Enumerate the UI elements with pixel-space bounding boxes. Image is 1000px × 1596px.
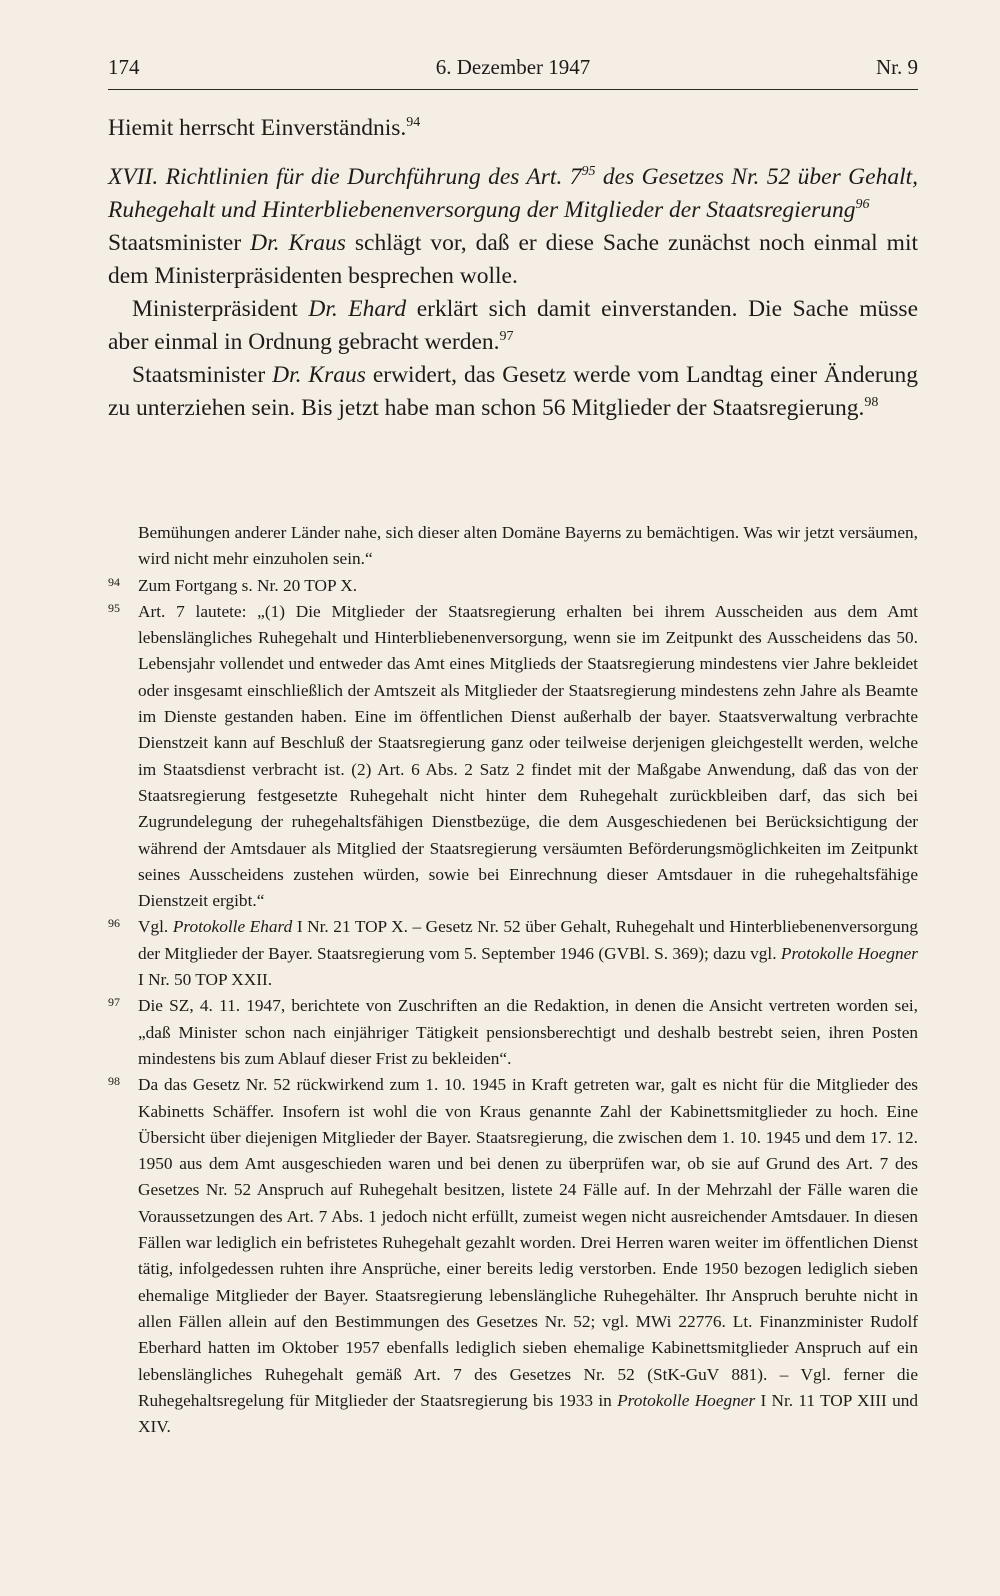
citation-title: Protokolle Ehard [172, 917, 293, 937]
running-header [108, 55, 918, 87]
footnote-ref-97: 97 [499, 329, 514, 344]
footnote-continuation: Bemühungen anderer Länder nahe, sich dieser alten Domäne Bayerns zu bemächtigen. Was wir jetzt versäumen, wird nicht mehr einzuholen sein.“ [138, 523, 918, 569]
footnotes [108, 520, 918, 1440]
paragraph-kraus-proposal: Staatsminister Dr. Kraus schlägt vor, daß er diese Sache zunächst noch einmal mit dem Ministerpräsidenten besprechen wolle. [108, 230, 919, 289]
citation-title: Protokolle Hoegner [617, 1390, 756, 1410]
footnote-ref-96: 96 [855, 197, 870, 212]
issue-number: Nr. 9 [876, 55, 918, 79]
footnote-ref-95: 95 [581, 164, 596, 179]
agenda-heading: XVII. Richtlinien für die Durchführung des Art. $7^{95}$ des Gesetzes Nr. 52 über Gehalt, Ruhegehalt und Hinterbliebenenversorgung der Mitglieder der Staatsregierung$^{96}$ [108, 164, 918, 223]
page-number: 174 [108, 55, 140, 79]
footnote-number: 97 [108, 995, 120, 1010]
footnote-number: 98 [108, 1074, 120, 1089]
paragraph-kraus-answer: Staatsminister Dr. Kraus erwidert, das Gesetz werde vom Landtag einer Änderung zu unterziehen sein. Bis jetzt habe man schon 56 Mitglieder der Staatsregierung.$^{98}$ [108, 362, 918, 421]
footnote-ref-98: 98 [864, 395, 879, 410]
speaker-name: Dr. Kraus [250, 230, 346, 256]
footnote-number: 95 [108, 600, 120, 615]
footnote-97: 97 Die SZ, 4. 11. 1947, berichtete von Zuschriften an die Redaktion, in denen die Ansicht vertreten worden sei, „daß Minister schon nach einjähriger Tätigkeit pensionsberechtigt und deshalb bestrebt seien, ihren Posten mindestens bis zum Ablauf dieser Frist zu bekleiden“. [108, 995, 918, 1068]
header-rule [108, 89, 918, 90]
footnote-number: 96 [108, 916, 120, 931]
main-text [108, 112, 918, 425]
citation-title: Protokolle Hoegner [780, 943, 919, 963]
paragraph-ehard-reply: Ministerpräsident Dr. Ehard erklärt sich damit einverstanden. Die Sache müsse aber einmal in Ordnung gebracht werden.$^{97}$ [108, 296, 918, 355]
header-date: 6. Dezember 1947 [435, 55, 591, 79]
footnote-number: 94 [108, 574, 120, 589]
footnote-95: 95 Art. 7 lautete: „(1) Die Mitglieder der Staatsregierung erhalten bei ihrem Ausscheiden aus dem Amt lebenslängliches Ruhegehalt und Hinterbliebenenversorgung, wenn sie im Zeitpunkt des Ausscheidens das 50. Lebensjahr vollendet und entweder das Amt eines Mitglieds der Staatsregierung mindestens vier Jahre bekleidet oder insgesamt einschließlich der Amtszeit als Mitglieder der Staatsregierung mindestens zehn Jahre als Beamte im Dienste gestanden haben. Eine im öffentlichen Dienst außerhalb der bayer. Staatsverwaltung verbrachte Dienstzeit kann auf Beschluß der Staatsregierung ganz oder teilweise derjenigen gleichgestellt werden, welche im Staatsdienst verbracht ist. (2) Art. 6 Abs. 2 Satz 2 findet mit der Maßgabe Anwendung, daß das von der Staatsregierung festgesetzte Ruhegehalt nicht hinter dem Ruhegehalt zurückbleiben darf, das sich bei Zugrundelegung der ruhegehaltsfähigen Dienstbezüge, die dem Ausgeschiedenen bei Berücksichtigung der während der Amtsdauer als Mitglied der Staatsregierung versäumten Beförderungsmöglichkeiten im Zeitpunkt seines Ausscheidens zustehen würden, sowie bei Einrechnung dieser Amtsdauer in die ruhegehaltsfähige Dienstzeit ergibt.“ [108, 600, 918, 911]
footnote-ref-94: 94 [406, 115, 421, 130]
paragraph-agreement: Hiemit herrscht Einverständnis.$^{94}$ [108, 115, 421, 141]
footnote-96: 96 Vgl. Protokolle Ehard I Nr. 21 TOP X. – Gesetz Nr. 52 über Gehalt, Ruhegehalt und Hinterbliebenenversorgung der Mitglieder der Bayer. Staatsregierung vom 5. September 1946 (GVBl. S. 369); dazu vgl. Protokolle Hoegner I Nr. 50 TOP XXII. [108, 916, 919, 990]
footnote-98: 98 Da das Gesetz Nr. 52 rückwirkend zum 1. 10. 1945 in Kraft getreten war, galt es nicht für die Mitglieder des Kabinetts Schäffer. Insofern ist wohl die von Kraus genannte Zahl der Kabinettsmitglieder zu hoch. Eine Übersicht über diejenigen Mitglieder der Bayer. Staatsregierung, die zwischen dem 1. 10. 1945 und dem 17. 12. 1950 aus dem Amt ausgeschieden waren und bei denen zu überprüfen war, ob sie auf Grund des Art. 7 des Gesetzes Nr. 52 Anspruch auf Ruhegehalt besitzen, listete 24 Fälle auf. In der Mehrzahl der Fälle waren die Voraussetzungen des Art. 7 Abs. 1 jedoch nicht erfüllt, zumeist wegen nicht ausreichender Amtsdauer. In diesen Fällen war lediglich ein befristetes Ruhegehalt gezahlt worden. Drei Herren waren weiter im öffentlichen Dienst tätig, infolgedessen ruhten ihre Ansprüche, einer bereits ledig verstorben. Ende 1950 bezogen lediglich sieben ehemalige Mitglieder der Bayer. Staatsregierung lebenslängliche Ruhegehälter. Ihr Anspruch beruhte nicht in allen Fällen allein auf den Bestimmungen des Gesetzes Nr. 52; vgl. MWi 22776. Lt. Finanzminister Rudolf Eberhard hatten im Oktober 1957 ebenfalls lediglich sieben ehemalige Kabinettsmitglieder Anspruch auf ein lebenslängliches Ruhegehalt gemäß Art. 7 des Gesetzes Nr. 52 (StK-GuV 881). – Vgl. ferner die Ruhegehaltsregelung für Mitglieder der Staatsregierung bis 1933 in Protokolle Hoegner I Nr. 11 TOP XIII und XIV. [108, 1074, 918, 1437]
footnote-94: 94 Zum Fortgang s. Nr. 20 TOP X. [108, 574, 358, 595]
speaker-name: Dr. Kraus [272, 362, 366, 388]
speaker-name: Dr. Ehard [308, 296, 407, 322]
